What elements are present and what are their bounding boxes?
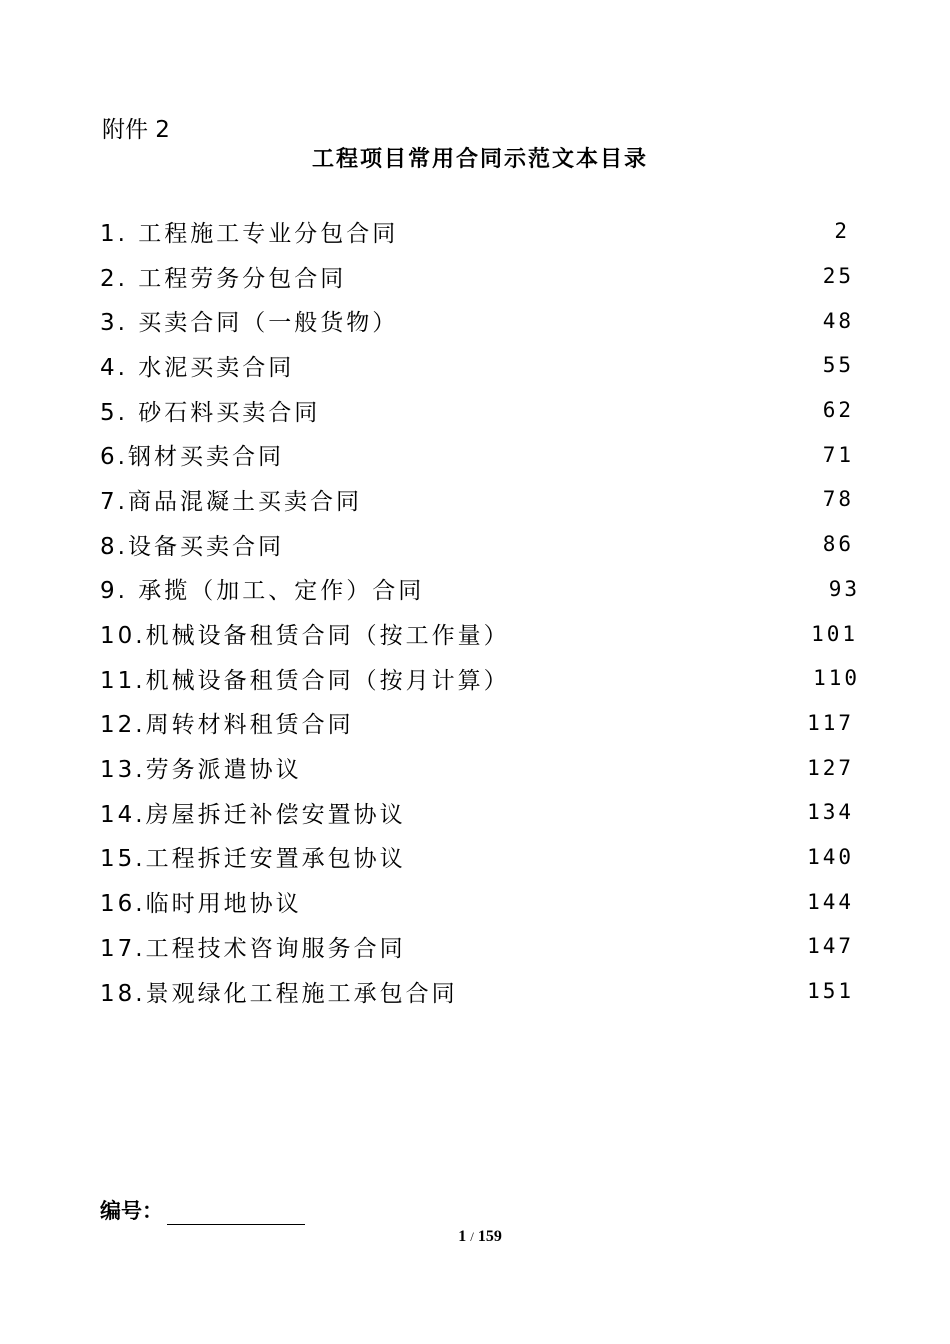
toc-item-label: 10.机械设备租赁合同（按工作量） — [100, 623, 510, 650]
toc-item[interactable] — [100, 701, 860, 746]
toc-item-label: 11.机械设备租赁合同（按月计算） — [100, 667, 510, 694]
toc-item[interactable] — [100, 209, 860, 254]
toc-item-page: 25 — [822, 264, 854, 289]
toc-item-page: 55 — [822, 353, 854, 378]
toc-item-page: 101 — [811, 621, 858, 646]
table-of-contents — [100, 209, 860, 1013]
toc-item-page: 2 — [834, 219, 850, 244]
toc-item-page: 147 — [807, 934, 854, 959]
toc-item-label: 4. 水泥买卖合同 — [100, 354, 295, 381]
toc-item-label: 7.商品混凝土买卖合同 — [100, 488, 362, 515]
toc-item[interactable] — [100, 656, 860, 701]
toc-item[interactable] — [100, 879, 860, 924]
page-title: 工程项目常用合同示范文本目录 — [311, 147, 648, 172]
serial-number-label: 编号： — [100, 1199, 163, 1223]
toc-item[interactable] — [100, 611, 860, 656]
toc-item-label: 18.景观绿化工程施工承包合同 — [100, 980, 458, 1007]
toc-item-page: 110 — [813, 666, 860, 691]
page-total: 159 — [477, 1228, 502, 1245]
toc-item-label: 9. 承揽（加工、定作）合同 — [100, 578, 425, 605]
toc-item-page: 48 — [822, 308, 854, 333]
toc-item[interactable] — [100, 388, 860, 433]
toc-item-label: 6.钢材买卖合同 — [100, 444, 284, 471]
toc-item-page: 151 — [807, 979, 854, 1004]
toc-item[interactable] — [100, 567, 860, 612]
toc-item-label: 1. 工程施工专业分包合同 — [100, 220, 399, 247]
toc-item[interactable] — [100, 969, 860, 1014]
toc-item-page: 127 — [807, 755, 854, 780]
toc-item[interactable] — [100, 477, 860, 522]
toc-item-page: 78 — [822, 487, 854, 512]
serial-number-blank — [167, 1202, 305, 1225]
serial-number-field — [100, 1195, 305, 1225]
toc-item[interactable] — [100, 745, 860, 790]
toc-item-label: 5. 砂石料买卖合同 — [100, 399, 321, 426]
page-number — [0, 1228, 950, 1246]
toc-item-page: 117 — [807, 710, 854, 735]
toc-item-page: 134 — [807, 800, 854, 825]
attachment-label: 附件 2 — [102, 117, 170, 143]
toc-item[interactable] — [100, 298, 860, 343]
page-separator: / — [470, 1229, 474, 1244]
page-current: 1 — [458, 1228, 467, 1245]
toc-item-page: 62 — [822, 398, 854, 423]
toc-item-label: 17.工程技术咨询服务合同 — [100, 935, 406, 962]
toc-item[interactable] — [100, 254, 860, 299]
toc-item-label: 2. 工程劳务分包合同 — [100, 265, 347, 292]
toc-item[interactable] — [100, 522, 860, 567]
toc-item-label: 12.周转材料租赁合同 — [100, 712, 354, 739]
toc-item-label: 8.设备买卖合同 — [100, 533, 284, 560]
toc-item-label: 16.临时用地协议 — [100, 891, 302, 918]
toc-item[interactable] — [100, 790, 860, 835]
toc-item-page: 144 — [807, 889, 854, 914]
toc-item[interactable] — [100, 924, 860, 969]
toc-item-label: 13.劳务派遣协议 — [100, 757, 302, 784]
toc-item-label: 14.房屋拆迁补偿安置协议 — [100, 801, 406, 828]
toc-item-page: 71 — [822, 442, 854, 467]
toc-item-label: 3. 买卖合同（一般货物） — [100, 310, 399, 337]
toc-item-label: 15.工程拆迁安置承包协议 — [100, 846, 406, 873]
toc-item[interactable] — [100, 432, 860, 477]
toc-item-page: 140 — [807, 844, 854, 869]
toc-item-page: 86 — [822, 532, 854, 557]
toc-item-page: 93 — [828, 576, 860, 601]
toc-item[interactable] — [100, 343, 860, 388]
toc-item[interactable] — [100, 835, 860, 880]
